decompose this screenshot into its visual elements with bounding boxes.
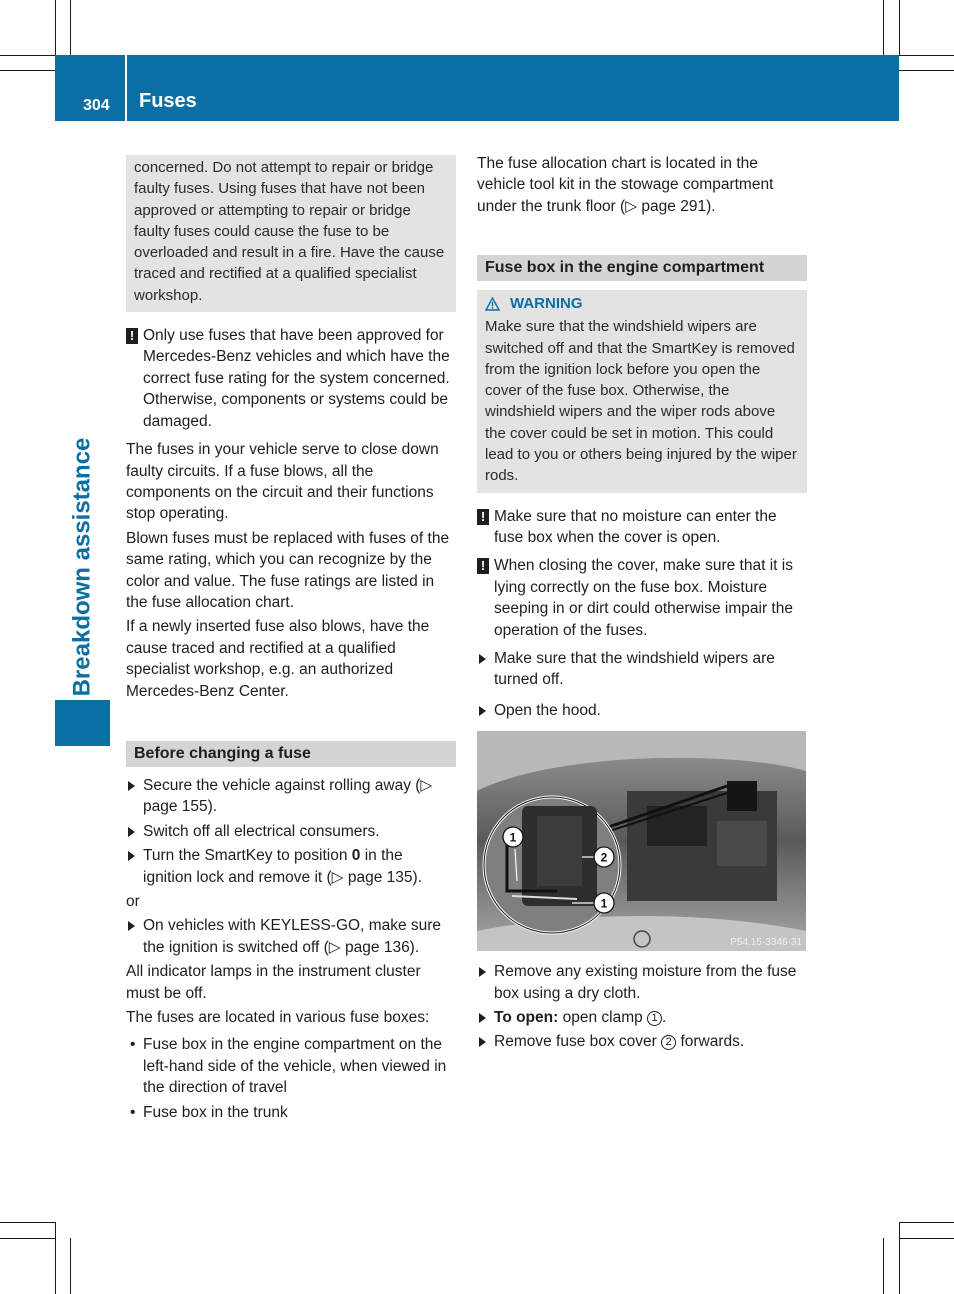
note-text: When closing the cover, make sure that it is lying correctly on the fuse box. Moisture seeping in or dirt could otherwise impair the operation of the fuses. <box>494 557 793 639</box>
paragraph: If a newly inserted fuse also blows, have the cause traced and rectified at a qualified specialist workshop, e.g. an authorized Mercedes-Benz Center. <box>126 618 430 700</box>
right-column <box>477 153 807 1056</box>
arrow-right-icon <box>479 1013 486 1023</box>
arrow-right-icon <box>128 781 135 791</box>
arrow-right-icon <box>128 827 135 837</box>
crop-mark <box>883 0 884 55</box>
note-text: Make sure that no moisture can enter the fuse box when the cover is open. <box>494 507 777 546</box>
step-item <box>126 775 456 818</box>
section-title: Fuses <box>139 90 197 112</box>
step-text: On vehicles with KEYLESS-GO, make sure the ignition is switched off (▷ page 136). <box>143 917 442 956</box>
left-column <box>126 155 456 1126</box>
or-text: or <box>126 893 140 911</box>
crop-mark <box>55 1222 56 1294</box>
crop-mark <box>55 0 56 55</box>
bullet-icon: • <box>130 1103 136 1121</box>
page-header <box>55 55 899 121</box>
exclamation-icon: ! <box>126 328 138 344</box>
callout-1-label: 1 <box>509 830 517 845</box>
crop-mark <box>0 1238 55 1239</box>
callout-2-ref: 2 <box>661 1035 676 1050</box>
paragraph: All indicator lamps in the instrument cluster must be off. <box>126 963 421 1002</box>
bullet-item <box>126 1102 456 1123</box>
warning-triangle-icon <box>485 297 500 311</box>
callout-1-ref: 1 <box>647 1011 662 1026</box>
warning-header <box>485 292 799 316</box>
side-tab-marker <box>55 700 110 746</box>
crop-mark <box>899 1222 900 1294</box>
engine-illustration <box>477 731 806 951</box>
crop-mark <box>899 70 954 71</box>
bullet-icon: • <box>130 1036 136 1054</box>
crop-mark <box>899 1222 954 1223</box>
arrow-right-icon <box>128 851 135 861</box>
crop-mark <box>0 1222 55 1223</box>
step-text: Remove fuse box cover <box>494 1033 662 1051</box>
crop-mark <box>70 0 71 55</box>
engine-compartment-photo <box>477 731 806 951</box>
section-heading: Before changing a fuse <box>126 741 456 767</box>
warning-continued-box <box>126 155 456 312</box>
step-text: Turn the SmartKey to position <box>143 847 352 865</box>
crop-mark <box>0 55 55 56</box>
header-divider <box>125 55 127 121</box>
arrow-right-icon <box>479 1037 486 1047</box>
paragraph: The fuses are located in various fuse boxes: <box>126 1009 430 1027</box>
step-text: Switch off all electrical consumers. <box>143 822 380 840</box>
step-text: Secure the vehicle against rolling away (▷ page 155). <box>143 776 433 816</box>
step-text: Remove any existing moisture from the fuse box using a dry cloth. <box>494 963 797 1002</box>
crop-mark <box>899 55 954 56</box>
step-item <box>126 845 456 888</box>
step-text: Open the hood. <box>494 701 601 719</box>
bullet-text: Fuse box in the engine compartment on the left-hand side of the vehicle, when viewed in the direction of travel <box>143 1036 447 1097</box>
warning-box <box>477 290 807 492</box>
step-item <box>477 1031 807 1052</box>
step-item <box>477 1007 807 1028</box>
step-item <box>477 648 807 691</box>
note-item <box>477 555 807 641</box>
note-item <box>126 325 456 432</box>
step-text: in the ignition lock and remove it (▷ page 135). <box>143 847 423 886</box>
section-heading: Fuse box in the engine compartment <box>477 255 807 281</box>
crop-mark <box>899 1238 954 1239</box>
arrow-right-icon <box>479 706 486 716</box>
warning-continued-text: concerned. Do not attempt to repair or bridge faulty fuses. Using fuses that have not been approved or attempting to repair or bridge faulty fuses could cause the fuse to be overloaded and result in a fire. Have the cause traced and rectified at a qualified specialist workshop. <box>134 159 445 304</box>
crop-mark <box>0 70 55 71</box>
position-value: 0 <box>351 847 361 865</box>
note-item <box>477 506 807 549</box>
step-text: Make sure that the windshield wipers are turned off. <box>494 650 775 689</box>
note-text: Only use fuses that have been approved for Mercedes-Benz vehicles and which have the correct fuse rating for the system concerned. Otherwise, components or systems could be damaged. <box>143 327 450 430</box>
image-reference: P54.15-3346-31 <box>730 937 802 949</box>
crop-mark <box>883 1238 884 1294</box>
warning-label: WARNING <box>510 295 583 313</box>
step-item <box>477 961 807 1004</box>
bullet-item <box>126 1034 456 1098</box>
arrow-right-icon <box>479 967 486 977</box>
arrow-right-icon <box>479 654 486 664</box>
step-text: . <box>662 1009 667 1027</box>
step-item <box>126 915 456 958</box>
step-text: forwards. <box>676 1033 745 1051</box>
crop-mark <box>899 0 900 55</box>
bullet-text: Fuse box in the trunk <box>143 1103 288 1121</box>
exclamation-icon: ! <box>477 509 489 525</box>
step-bold-label: To open: <box>494 1009 559 1027</box>
callout-2-label: 2 <box>600 850 608 865</box>
callout-1-label: 1 <box>600 896 608 911</box>
warning-text: Make sure that the windshield wipers are switched off and that the SmartKey is removed from the ignition lock before you open the cover of the fuse box. Otherwise, the windshield wipers and the wiper rods above the cover could be set in motion. This could lead to you or others being injured by the wiper rods. <box>485 318 797 485</box>
exclamation-icon: ! <box>477 558 489 574</box>
chapter-title: Breakdown assistance <box>68 437 96 697</box>
crop-mark <box>70 1238 71 1294</box>
paragraph: Blown fuses must be replaced with fuses of the same rating, which you can recognize by the color and value. The fuse ratings are listed in the fuse allocation chart. <box>126 529 450 611</box>
paragraph: The fuse allocation chart is located in the vehicle tool kit in the stowage compartment under the trunk floor (▷ page 291). <box>477 155 774 215</box>
page-number: 304 <box>83 97 110 114</box>
arrow-right-icon <box>128 921 135 931</box>
step-item <box>126 821 456 842</box>
paragraph: The fuses in your vehicle serve to close down faulty circuits. If a fuse blows, all the components on the circuit and their functions stop operating. <box>126 441 439 523</box>
step-text: open clamp <box>558 1009 648 1027</box>
step-item <box>477 700 807 721</box>
